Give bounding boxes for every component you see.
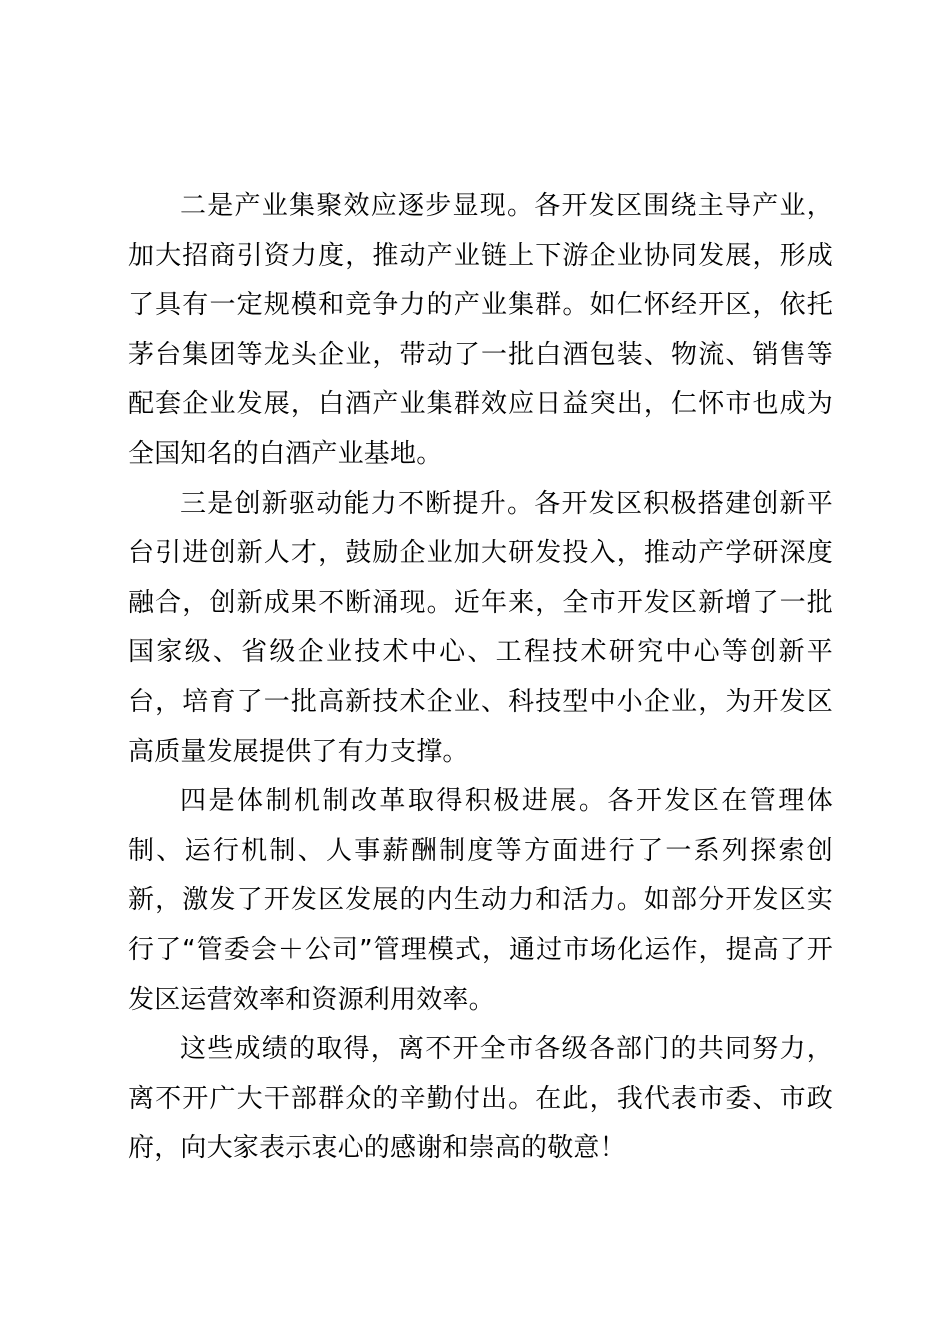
paragraph-institutional-reform: 四是体制机制改革取得积极进展。各开发区在管理体制、运行机制、人事薪酬制度等方面进行了一系列探索创新，激发了开发区发展的内生动力和活力。如部分开发区实行了“管委会＋公司”管理模式，通过市场化运作，提高了开发区运营效率和资源利用效率。 xyxy=(128,786,833,1015)
paragraph-acknowledgement: 这些成绩的取得，离不开全市各级各部门的共同努力，离不开广大干部群众的辛勤付出。在此，我代表市委、市政府，向大家表示衷心的感谢和崇高的敬意！ xyxy=(128,1034,833,1164)
paragraph-industrial-clustering: 二是产业集聚效应逐步显现。各开发区围绕主导产业，加大招商引资力度，推动产业链上下游企业协同发展，形成了具有一定规模和竞争力的产业集群。如仁怀经开区，依托茅台集团等龙头企业，带动了一批白酒包装、物流、销售等配套企业发展，白酒产业集群效应日益突出，仁怀市也成为全国知名的白酒产业基地。 xyxy=(128,191,833,469)
paragraph-innovation-driven: 三是创新驱动能力不断提升。各开发区积极搭建创新平台引进创新人才，鼓励企业加大研发投入，推动产学研深度融合，创新成果不断涌现。近年来，全市开发区新增了一批国家级、省级企业技术中心、工程技术研究中心等创新平台，培育了一批高新技术企业、科技型中小企业，为开发区高质量发展提供了有力支撑。 xyxy=(128,488,833,767)
document-page xyxy=(128,182,833,1174)
